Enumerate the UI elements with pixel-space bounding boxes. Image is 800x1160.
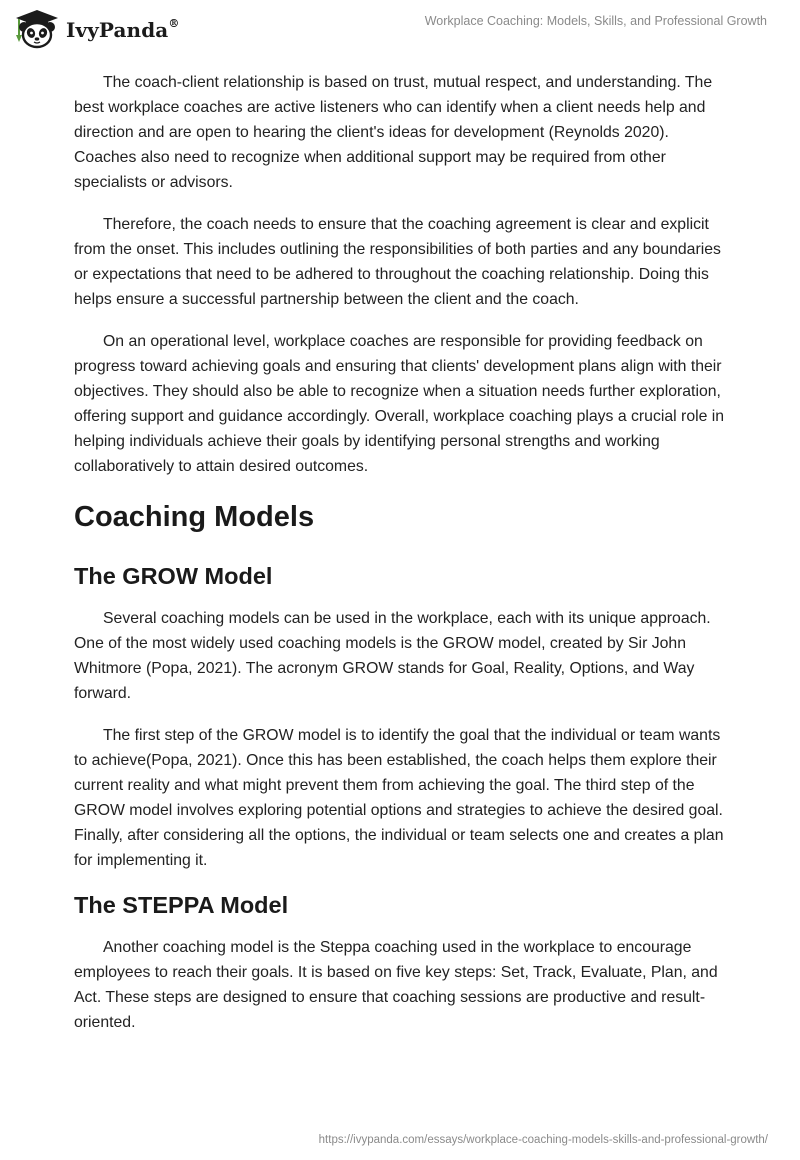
subsection-heading-steppa: The STEPPA Model (74, 892, 289, 918)
article-body (74, 70, 734, 1052)
section-heading: Coaching Models (74, 501, 315, 533)
paragraph: Therefore, the coach needs to ensure that the coaching agreement is clear and explicit from the onset. This includes outlining the responsibilities of both parties and any boundaries or expectations that need to be adhered to throughout the coaching relationship. Doing this helps ensure a successful partnership between the client and the coach. (74, 216, 721, 308)
document-title: Workplace Coaching: Models, Skills, and Professional Growth (424, 14, 767, 28)
paragraph: The first step of the GROW model is to identify the goal that the individual or team wants to achieve(Popa, 2021). Once this has been established, the coach helps them explore their current reality and what might prevent them from achieving the goal. The third step of the GROW model involves exploring potential options and strategies to achieve the desired goal. Finally, after considering all the options, the individual or team selects one and creates a plan for implementing it. (74, 727, 724, 869)
brand-name: IvyPanda® (66, 17, 180, 42)
paragraph: Several coaching models can be used in the workplace, each with its unique approach. One of the most widely used coaching models is the GROW model, created by Sir John Whitmore (Popa, 2021). The acronym GROW stands for Goal, Reality, Options, and Way forward. (74, 610, 711, 702)
page-header (0, 0, 800, 64)
panda-graduate-icon (14, 9, 60, 49)
paragraph: The coach-client relationship is based on trust, mutual respect, and understanding. The best workplace coaches are active listeners who can identify when a client needs help and direction and are open to hearing the client's ideas for development (Reynolds 2020). Coaches also need to recognize when additional support may be required from other specialists or advisors. (74, 74, 713, 191)
ivypanda-logo[interactable] (14, 9, 179, 49)
source-url[interactable]: https://ivypanda.com/essays/workplace-coaching-models-skills-and-professional-growth/ (318, 1134, 768, 1146)
paragraph: On an operational level, workplace coaches are responsible for providing feedback on progress toward achieving goals and ensuring that clients' development plans align with their objectives. They should also be able to recognize when a situation needs further exploration, offering support and guidance accordingly. Overall, workplace coaching plays a crucial role in helping individuals achieve their goals by identifying personal strengths and working collaboratively to attain desired outcomes. (74, 333, 725, 475)
subsection-heading-grow: The GROW Model (74, 563, 273, 589)
paragraph: Another coaching model is the Steppa coaching used in the workplace to encourage employees to reach their goals. It is based on five key steps: Set, Track, Evaluate, Plan, and Act. These steps are designed to ensure that coaching sessions are productive and result-oriented. (74, 939, 718, 1031)
